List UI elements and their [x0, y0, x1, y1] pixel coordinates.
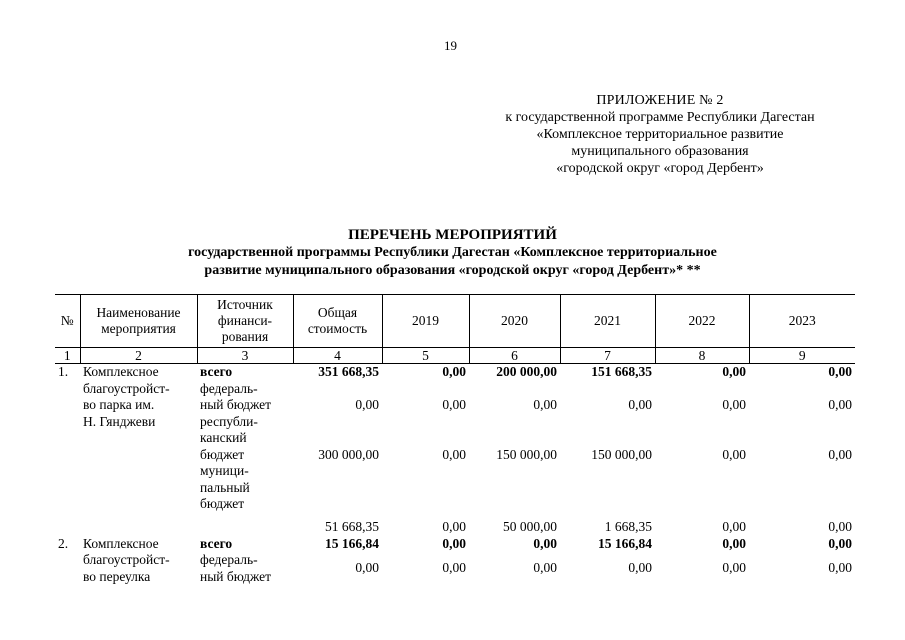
item-name: Комплексное благоустройст- во парка им. Н. Гянджеви — [83, 364, 170, 429]
item-number: 1. — [58, 364, 69, 379]
value-cell: 351 668,35 — [318, 364, 379, 379]
value-cell: 0,00 — [722, 364, 746, 379]
page-number: 19 — [444, 38, 457, 53]
value-cell: 0,00 — [533, 535, 557, 551]
value-cell: 0,00 — [722, 535, 746, 551]
value-cell: 0,00 — [442, 397, 466, 412]
column-number: 9 — [749, 348, 855, 364]
value-cell: 0,00 — [722, 560, 746, 576]
header-year: 2022 — [655, 295, 749, 348]
appendix-heading: ПРИЛОЖЕНИЕ № 2 — [596, 93, 724, 108]
value-cell: 0,00 — [828, 364, 852, 379]
value-cell: 1 668,35 — [604, 519, 652, 534]
value-cell: 150 000,00 — [591, 446, 652, 462]
value-cell: 0,00 — [533, 397, 557, 412]
column-number: 4 — [293, 348, 382, 364]
header-total: Общая стоимость — [293, 295, 382, 348]
value-cell: 0,00 — [355, 560, 379, 576]
value-cell: 0,00 — [355, 397, 379, 412]
column-number-row — [55, 348, 855, 364]
header-year: 2021 — [560, 295, 655, 348]
title-subtitle-line: развитие муниципального образования «городской округ «город Дербент»* ** — [204, 263, 701, 278]
value-cell: 0,00 — [628, 560, 652, 576]
header-number: № — [55, 295, 80, 348]
document-title — [120, 226, 785, 280]
value-cell: 51 668,35 — [325, 519, 379, 534]
column-number: 2 — [80, 348, 197, 364]
value-cell: 0,00 — [442, 446, 466, 462]
item-source: всего федераль- ный бюджет республи- канский бюджет муници- пальный бюджет — [200, 364, 272, 511]
value-cell: 0,00 — [722, 397, 746, 412]
value-cell: 0,00 — [828, 519, 852, 534]
appendix-line: «городской округ «город Дербент» — [556, 161, 764, 176]
table-row — [55, 536, 855, 561]
value-cell: 0,00 — [442, 364, 466, 379]
value-cell: 200 000,00 — [496, 364, 557, 379]
column-number: 1 — [55, 348, 80, 364]
table-row — [55, 364, 855, 381]
value-cell: 0,00 — [722, 446, 746, 462]
value-cell: 50 000,00 — [503, 519, 557, 534]
item-name: Комплексное благоустройст- во переулка — [83, 535, 170, 584]
table-header-row — [55, 295, 855, 348]
header-source: Источник финанси- рования — [197, 295, 293, 348]
header-year: 2019 — [382, 295, 469, 348]
value-cell: 0,00 — [442, 535, 466, 551]
value-cell: 0,00 — [828, 560, 852, 576]
header-year: 2023 — [749, 295, 855, 348]
header-year: 2020 — [469, 295, 560, 348]
appendix-block — [480, 92, 840, 177]
value-cell: 0,00 — [533, 560, 557, 576]
column-number: 7 — [560, 348, 655, 364]
column-number: 3 — [197, 348, 293, 364]
column-number: 8 — [655, 348, 749, 364]
value-cell: 151 668,35 — [591, 364, 652, 379]
value-cell: 15 166,84 — [325, 535, 379, 551]
value-cell: 0,00 — [828, 446, 852, 462]
value-cell: 300 000,00 — [318, 446, 379, 462]
appendix-line: к государственной программе Республики Дагестан — [505, 110, 815, 125]
value-cell: 150 000,00 — [496, 446, 557, 462]
column-number: 6 — [469, 348, 560, 364]
item-source: всего федераль- ный бюджет — [200, 535, 272, 584]
title-heading: ПЕРЕЧЕНЬ МЕРОПРИЯТИЙ — [348, 227, 557, 243]
item-number: 2. — [58, 535, 69, 551]
column-number: 5 — [382, 348, 469, 364]
value-cell: 15 166,84 — [598, 535, 652, 551]
header-name: Наименование мероприятия — [80, 295, 197, 348]
value-cell: 0,00 — [442, 519, 466, 534]
value-cell: 0,00 — [442, 560, 466, 576]
value-cell: 0,00 — [628, 397, 652, 412]
title-subtitle-line: государственной программы Республики Дагестан «Комплексное территориальное — [188, 245, 717, 260]
value-cell: 0,00 — [722, 519, 746, 534]
appendix-line: муниципального образования — [571, 144, 749, 159]
measures-table — [55, 294, 855, 585]
value-cell: 0,00 — [828, 535, 852, 551]
appendix-line: «Комплексное территориальное развитие — [536, 127, 784, 142]
value-cell: 0,00 — [828, 397, 852, 412]
